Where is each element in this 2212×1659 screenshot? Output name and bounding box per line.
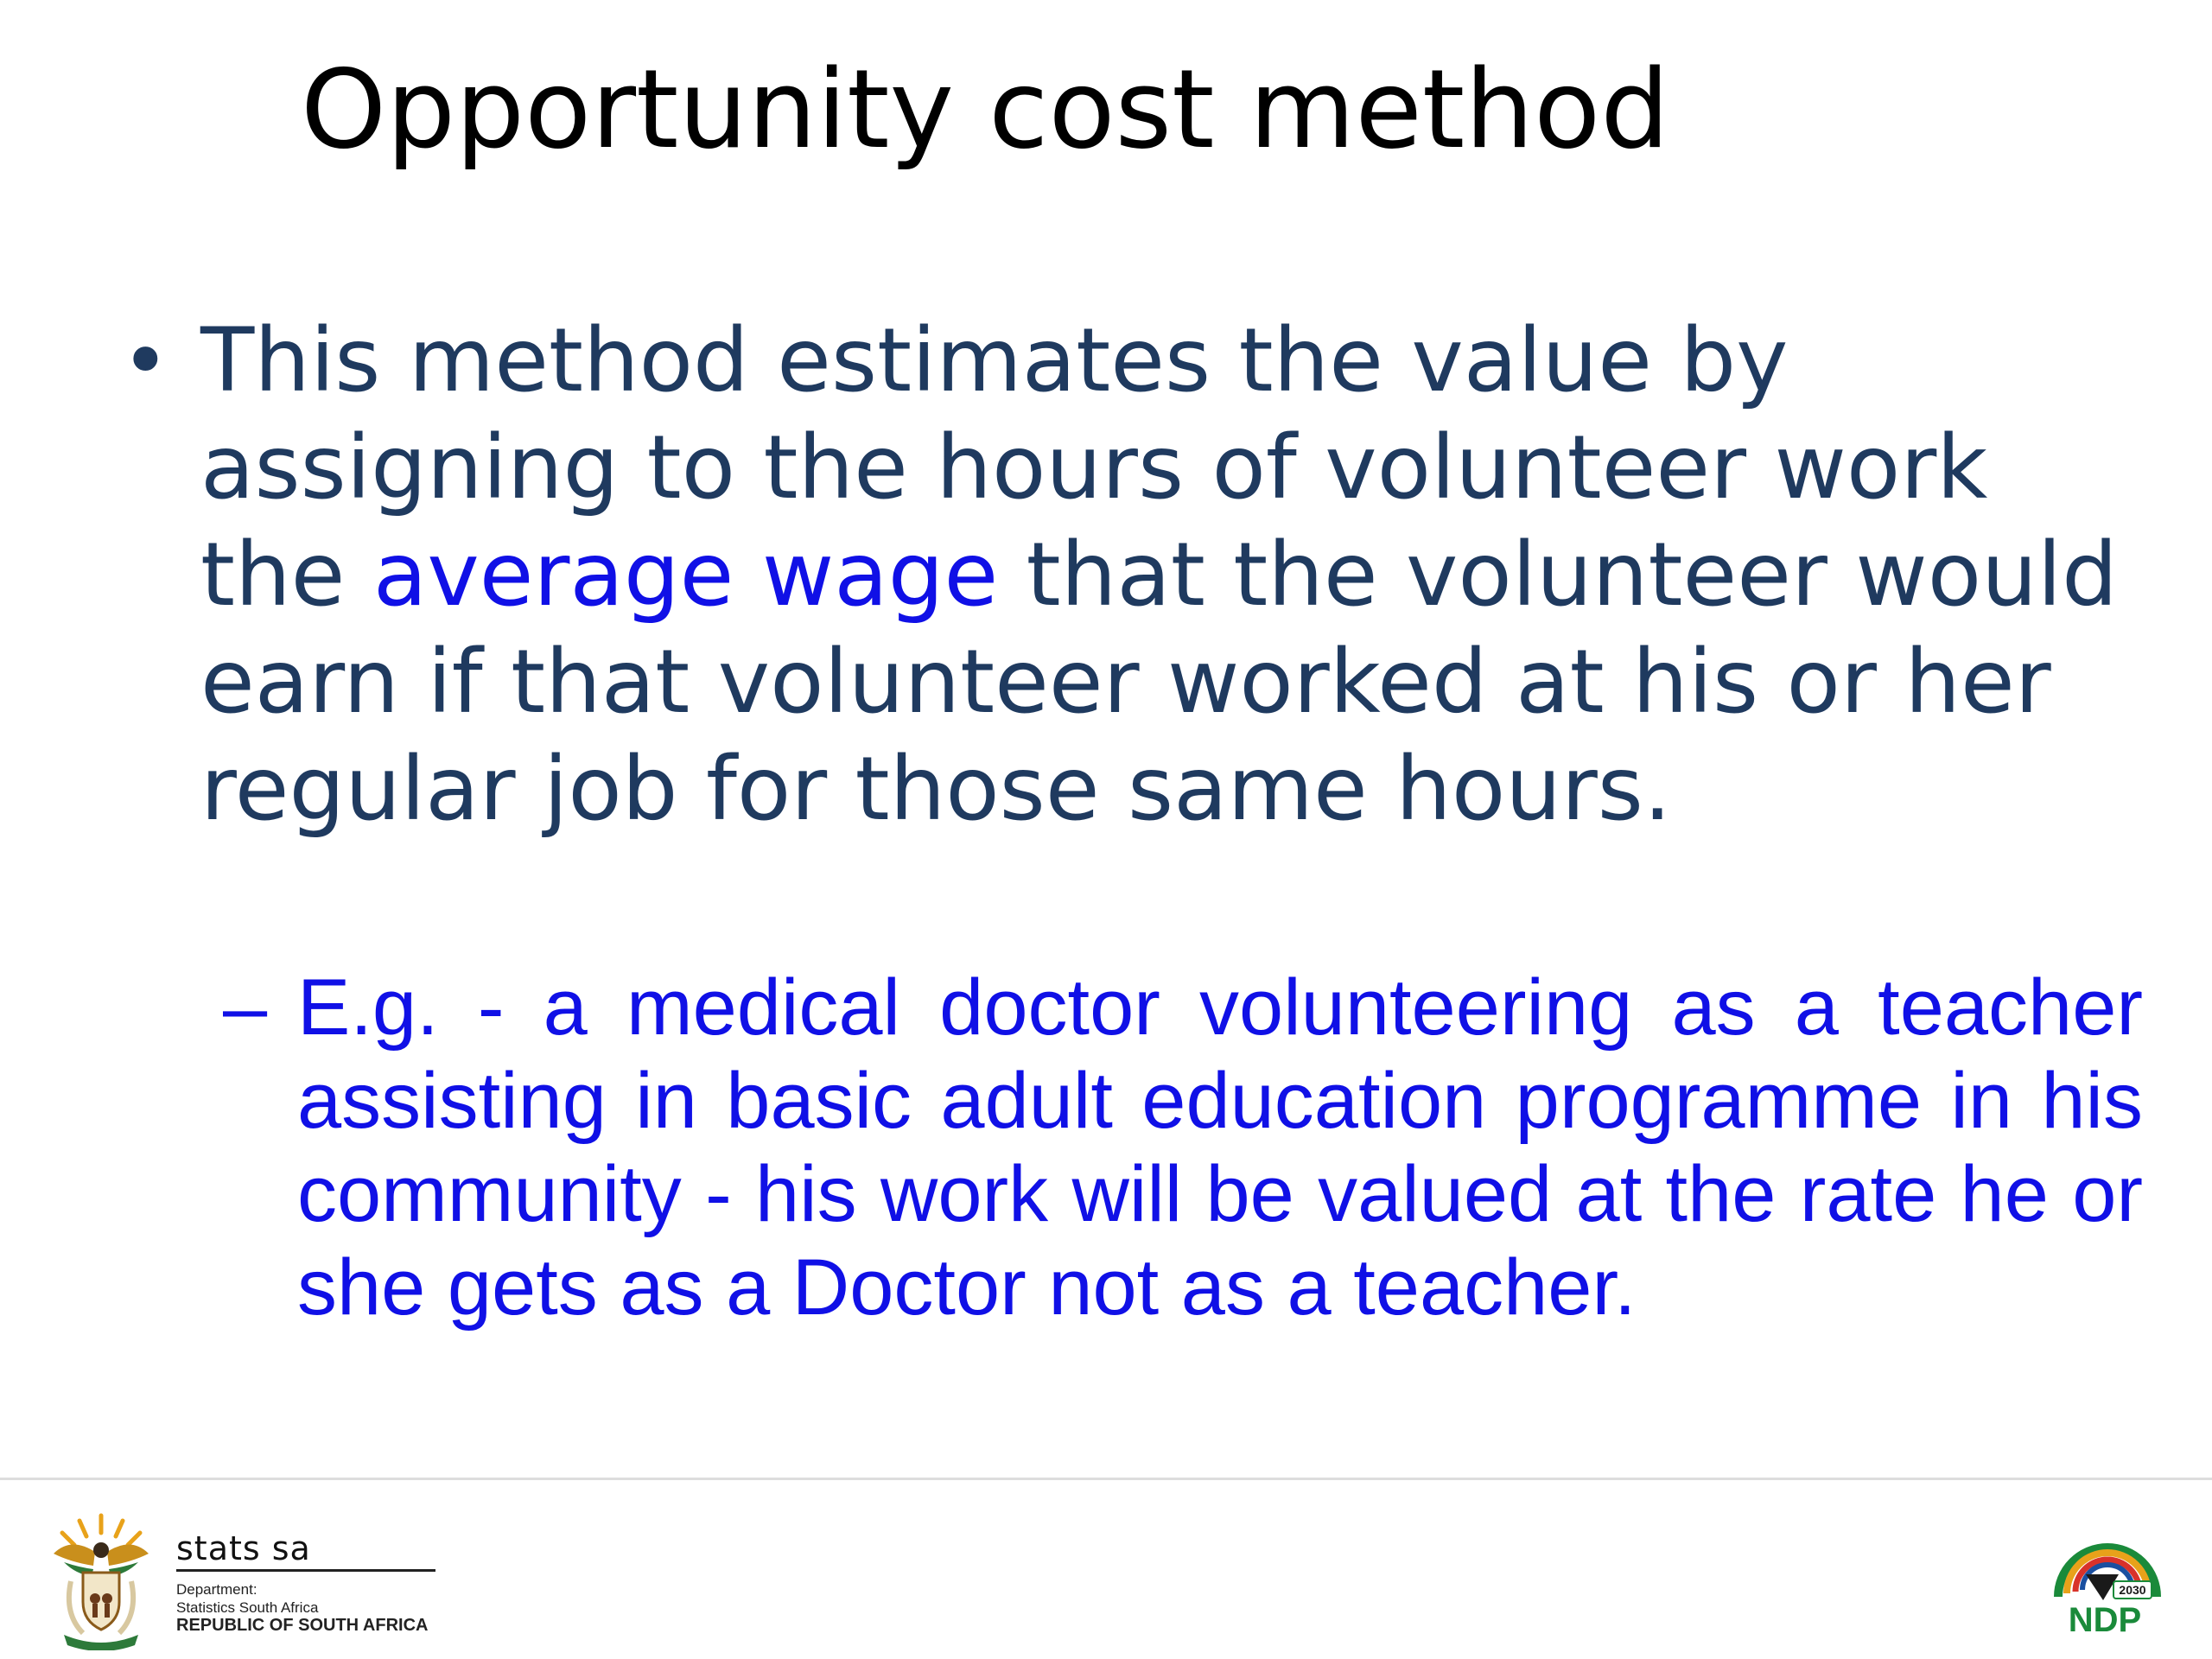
stats-sa-logo <box>176 1529 444 1635</box>
republic-label: REPUBLIC OF SOUTH AFRICA <box>176 1616 429 1635</box>
bullet-marker: • <box>121 313 170 410</box>
ndp-year: 2030 <box>2119 1583 2146 1597</box>
department-label: Department: <box>176 1581 257 1598</box>
footer-divider <box>0 1478 2212 1480</box>
department-name: Statistics South Africa <box>176 1599 319 1616</box>
main-bullet-text <box>200 308 2136 843</box>
coat-of-arms-icon <box>45 1512 157 1650</box>
ndp-2030-logo-icon <box>2051 1536 2164 1637</box>
bullet-text-after: that the volunteer would earn if that volunteer worked at his or her regular job for those same hours. <box>200 524 2118 841</box>
ndp-label: NDP <box>2068 1601 2142 1637</box>
slide-title: Opportunity cost method <box>301 46 1670 173</box>
stats-sa-rule <box>176 1569 435 1572</box>
highlight-average-wage: average wage <box>372 524 999 626</box>
sub-bullet-marker: – <box>223 963 268 1052</box>
stats-sa-wordmark: stats sa <box>176 1529 311 1567</box>
sub-bullet-text: E.g. - a medical doctor volunteering as a teacher assisting in basic adult education programme in his community - his work will be valued at the rate he or she gets as a Doctor not as a teacher. <box>297 963 2143 1332</box>
bullet-text-before: This method estimates the value by assigning to the hours of volunteer work the <box>200 309 1988 626</box>
